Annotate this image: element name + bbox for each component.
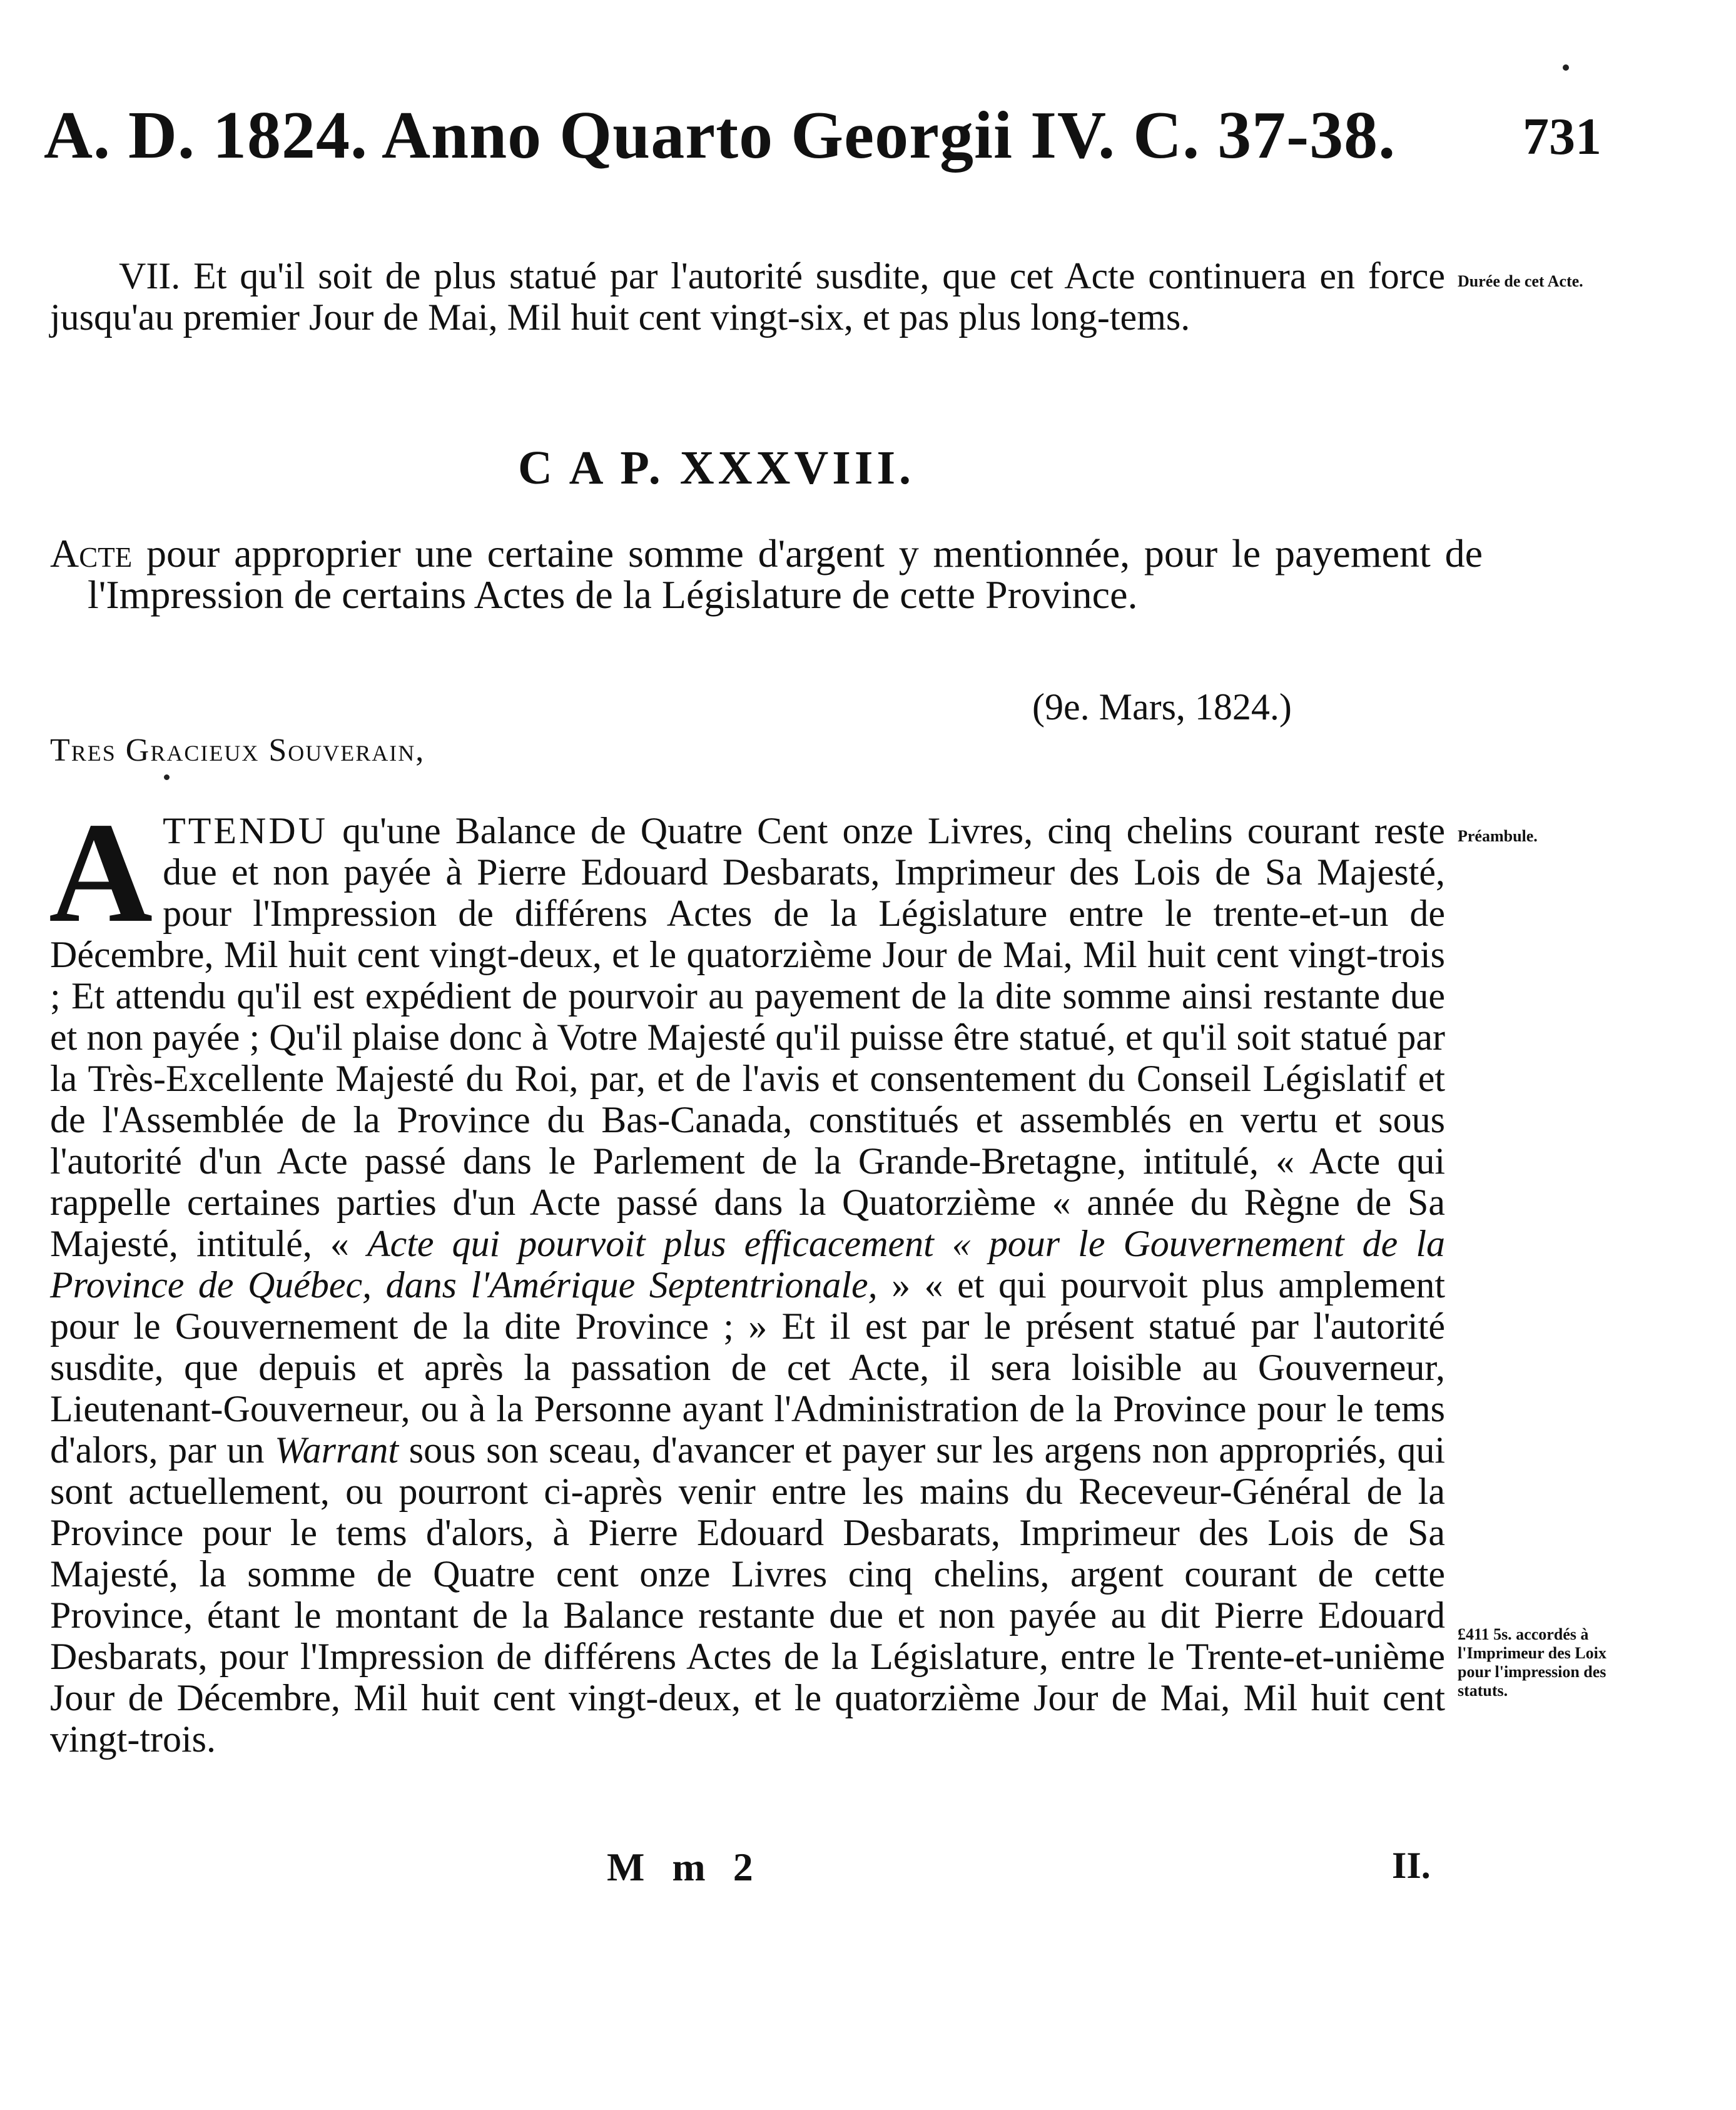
salutation: Tres Gracieux Souverain, <box>50 733 425 768</box>
page-number: 731 <box>1523 108 1601 166</box>
scan-speck <box>1563 64 1569 71</box>
body-text-2: » « et qui pourvoit plus amplement pour le Gouvernement de la dite Province ; » Et il est par le présent statué par l'autorité susdite, que depuis et après la passation de cet Acte, il sera loisible au Gouverneur, Lieutenant-Gouverneur, ou à la Personne ayant l'Administration de la Province pour le tems d'alors, par un <box>50 1264 1445 1471</box>
act-title-rest: pour approprier une certaine somme d'argent y mentionnée, pour le payement de l'Impression de certains Actes de la Législature de cette Province. <box>88 531 1483 617</box>
section-vii-paragraph: VII. Et qu'il soit de plus statué par l'autorité susdite, que cet Acte continuera en force jusqu'au premier Jour de Mai, Mil huit cent vingt-six, et pas plus long-tems. <box>50 255 1445 338</box>
margin-note-duration: Durée de cet Acte. <box>1458 272 1583 290</box>
body-text-1: qu'une Balance de Quatre Cent onze Livres, cinq chelins courant reste due et non payée à Pierre Edouard Desbarats, Imprimeur des Lois de Sa Majesté, pour l'Impression de différens Actes de la Législature entre le trente-et-un de Décembre, Mil huit cent vingt-deux, et le quatorzième Jour de Mai, Mil huit cent vingt-trois ; Et attendu qu'il est expédient de pourvoir au payement de la dite somme ainsi restante due et non payée ; Qu'il plaise donc à Votre Majesté qu'il puisse être statué, et qu'il soit statué par la Très-Excellente Majesté du Roi, par, et de l'avis et consentement du Conseil Législatif et de l'Assemblée de la Province du Bas-Canada, constitués et assemblés en vertu et sous l'autorité d'un Acte passé dans le Parlement de la Grande-Bretagne, intitulé, « Acte qui rappelle certaines parties d'un Acte passé dans la Quatorzième « année du Règne de Sa Majesté, intitulé, « <box>50 810 1445 1264</box>
drop-cap: A <box>49 793 153 952</box>
catchword: II. <box>1392 1845 1431 1886</box>
preamble-paragraph <box>49 793 1445 1760</box>
act-date: (9e. Mars, 1824.) <box>1032 686 1292 728</box>
body-italic-1: Acte qui pourvoit plus efficacement « pour le Gouvernement de la Province de Québec, dans l'Amérique Septentrionale, <box>50 1223 1445 1306</box>
margin-note-preamble: Préambule. <box>1458 827 1538 845</box>
running-head: A. D. 1824. Anno Quarto Georgii IV. C. 37-38. <box>44 98 1396 173</box>
body-italic-2: Warrant <box>275 1429 399 1471</box>
act-title <box>50 533 1483 616</box>
scan-speck <box>164 774 170 780</box>
signature-mark: M m 2 <box>607 1845 762 1889</box>
chapter-heading: C A P. XXXVIII. <box>517 442 915 494</box>
margin-note-grant: £411 5s. accordés à l'Imprimeur des Loix pour l'impression des statuts. <box>1458 1625 1607 1700</box>
act-title-lead: Acte <box>50 531 133 576</box>
preamble-text <box>49 793 1445 1760</box>
body-text-3: sous son sceau, d'avancer et payer sur les argens non appropriés, qui sont actuellement, ou pourront ci-après venir entre les mains du Receveur-Général de la Province pour le tems d'alors, à Pierre Edouard Desbarats, Imprimeur des Lois de Sa Majesté, la somme de Quatre cent onze Livres cinq chelins, argent courant de cette Province, étant le montant de la Balance restante due et non payée au dit Pierre Edouard Desbarats, pour l'Impression de différens Actes de la Législature, entre le Trente-et-unième Jour de Décembre, Mil huit cent vingt-deux, et le quatorzième Jour de Mai, Mil huit cent vingt-trois. <box>50 1429 1445 1760</box>
first-word: TTENDU <box>163 810 328 851</box>
